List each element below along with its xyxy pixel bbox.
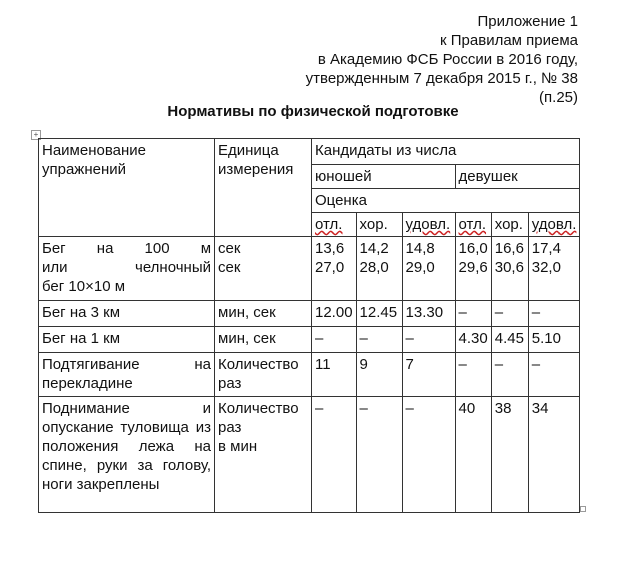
- value-cell: –: [455, 301, 491, 327]
- value-cell: –: [312, 327, 357, 353]
- value-cell: –: [312, 397, 357, 513]
- value-cell: –: [491, 353, 528, 397]
- value-cell: 5.10: [528, 327, 580, 353]
- value-cell: 17,4 32,0: [528, 237, 580, 301]
- value-cell: –: [356, 327, 402, 353]
- appendix-header: [198, 12, 578, 107]
- appendix-line: Приложение 1: [477, 13, 578, 30]
- grade-satisfactory: удовл.: [402, 213, 455, 237]
- appendix-line: (п.25): [539, 89, 578, 106]
- header-girls: девушек: [455, 165, 580, 189]
- exercise-cell: Бег на 3 км: [39, 301, 215, 327]
- header-grade: Оценка: [312, 189, 580, 213]
- value-cell: 13.30: [402, 301, 455, 327]
- table-row: [39, 327, 580, 353]
- exercise-cell: Подтягивание на перекладине: [39, 353, 215, 397]
- value-cell: 34: [528, 397, 580, 513]
- table-row: [39, 301, 580, 327]
- appendix-line: утвержденным 7 декабря 2015 г., № 38: [305, 70, 578, 87]
- header-exercise: Наименование упражнений: [39, 139, 215, 237]
- value-cell: 14,2 28,0: [356, 237, 402, 301]
- grade-good: хор.: [356, 213, 402, 237]
- table-move-handle-icon[interactable]: +: [31, 130, 41, 140]
- table-row: [39, 353, 580, 397]
- appendix-line: к Правилам приема: [440, 32, 578, 49]
- appendix-line: в Академию ФСБ России в 2016 году,: [317, 51, 578, 68]
- value-cell: 38: [491, 397, 528, 513]
- value-cell: –: [491, 301, 528, 327]
- value-cell: 14,8 29,0: [402, 237, 455, 301]
- grade-good: хор.: [491, 213, 528, 237]
- value-cell: –: [402, 327, 455, 353]
- value-cell: 11: [312, 353, 357, 397]
- exercise-cell: Бег на 1 км: [39, 327, 215, 353]
- value-cell: –: [528, 353, 580, 397]
- header-boys: юношей: [312, 165, 456, 189]
- value-cell: 4.30: [455, 327, 491, 353]
- grade-satisfactory: удовл.: [528, 213, 580, 237]
- value-cell: 16,0 29,6: [455, 237, 491, 301]
- grade-excellent: отл.: [455, 213, 491, 237]
- value-cell: –: [455, 353, 491, 397]
- value-cell: 13,6 27,0: [312, 237, 357, 301]
- value-cell: 12.00: [312, 301, 357, 327]
- value-cell: –: [402, 397, 455, 513]
- header-candidates: Кандидаты из числа: [312, 139, 580, 165]
- table-resize-handle[interactable]: [580, 506, 586, 512]
- value-cell: 9: [356, 353, 402, 397]
- header-unit: Единица измерения: [215, 139, 312, 237]
- table-row: [39, 237, 580, 301]
- value-cell: 16,6 30,6: [491, 237, 528, 301]
- grade-excellent: отл.: [312, 213, 357, 237]
- value-cell: 40: [455, 397, 491, 513]
- value-cell: –: [356, 397, 402, 513]
- unit-cell: мин, сек: [215, 327, 312, 353]
- value-cell: 12.45: [356, 301, 402, 327]
- unit-cell: Количество раз: [215, 353, 312, 397]
- value-cell: 7: [402, 353, 455, 397]
- value-cell: –: [528, 301, 580, 327]
- unit-cell: мин, сек: [215, 301, 312, 327]
- unit-cell: сек сек: [215, 237, 312, 301]
- exercise-cell: Бег на 100 м или челночный бег 10×10 м: [39, 237, 215, 301]
- table-row: [39, 397, 580, 513]
- norms-table: [38, 138, 580, 513]
- unit-cell: Количество раз в мин: [215, 397, 312, 513]
- exercise-cell: Поднимание и опускание туловища из положения лежа на спине, руки за голову, ноги закреплены: [39, 397, 215, 513]
- document-title: Нормативы по физической подготовке: [167, 103, 459, 120]
- value-cell: 4.45: [491, 327, 528, 353]
